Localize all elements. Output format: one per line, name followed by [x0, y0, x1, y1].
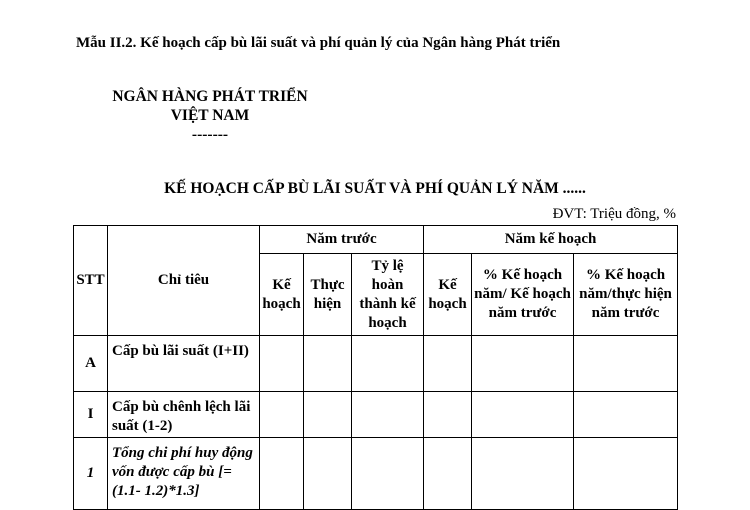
header-plan-year: Năm kế hoạch — [424, 226, 678, 254]
table-row — [74, 392, 678, 438]
header-prev-ratio: Tỷ lệ hoàn thành kế hoạch — [352, 254, 424, 336]
table-cell — [260, 392, 304, 438]
table-cell — [574, 392, 678, 438]
table-row — [74, 336, 678, 392]
table-cell — [352, 438, 424, 510]
table-cell — [472, 392, 574, 438]
header-plan-vs-prev-actual: % Kế hoạch năm/thực hiện năm trước — [574, 254, 678, 336]
table-cell — [304, 392, 352, 438]
table-cell — [424, 438, 472, 510]
table-cell — [352, 392, 424, 438]
table-cell — [574, 438, 678, 510]
table-cell — [260, 336, 304, 392]
table-cell — [424, 392, 472, 438]
header-prev-year: Năm trước — [260, 226, 424, 254]
row-label: Cấp bù chênh lệch lãi suất (1-2) — [108, 392, 260, 438]
plan-table — [73, 225, 678, 510]
row-label: Cấp bù lãi suất (I+II) — [108, 336, 260, 392]
header-plan-plan: Kế hoạch — [424, 254, 472, 336]
organization-separator: ------- — [191, 126, 229, 143]
table-cell — [260, 438, 304, 510]
header-prev-plan: Kế hoạch — [260, 254, 304, 336]
table-cell — [304, 336, 352, 392]
table-cell — [574, 336, 678, 392]
form-title: Mẫu II.2. Kế hoạch cấp bù lãi suất và phí quản lý của Ngân hàng Phát triển — [76, 35, 561, 51]
header-indicator: Chỉ tiêu — [108, 226, 260, 336]
table-cell — [304, 438, 352, 510]
table-cell — [352, 336, 424, 392]
table-cell — [472, 336, 574, 392]
table-cell — [424, 336, 472, 392]
unit-label: ĐVT: Triệu đồng, % — [552, 206, 676, 222]
row-stt: A — [74, 336, 108, 392]
row-label: Tổng chi phí huy động vốn được cấp bù [=(1.1- 1.2)*1.3] — [108, 438, 260, 510]
organization-header — [76, 87, 344, 144]
table-header-row-1 — [74, 226, 678, 254]
organization-name-line2: VIỆT NAM — [170, 107, 250, 124]
header-stt: STT — [74, 226, 108, 336]
row-stt: 1 — [74, 438, 108, 510]
table-cell — [472, 438, 574, 510]
header-prev-actual: Thực hiện — [304, 254, 352, 336]
plan-title: KẾ HOẠCH CẤP BÙ LÃI SUẤT VÀ PHÍ QUẢN LÝ NĂM ...... — [164, 180, 586, 197]
table-row — [74, 438, 678, 510]
organization-name-line1: NGÂN HÀNG PHÁT TRIỂN — [112, 88, 308, 105]
row-stt: I — [74, 392, 108, 438]
header-plan-vs-prev-plan: % Kế hoạch năm/ Kế hoạch năm trước — [472, 254, 574, 336]
